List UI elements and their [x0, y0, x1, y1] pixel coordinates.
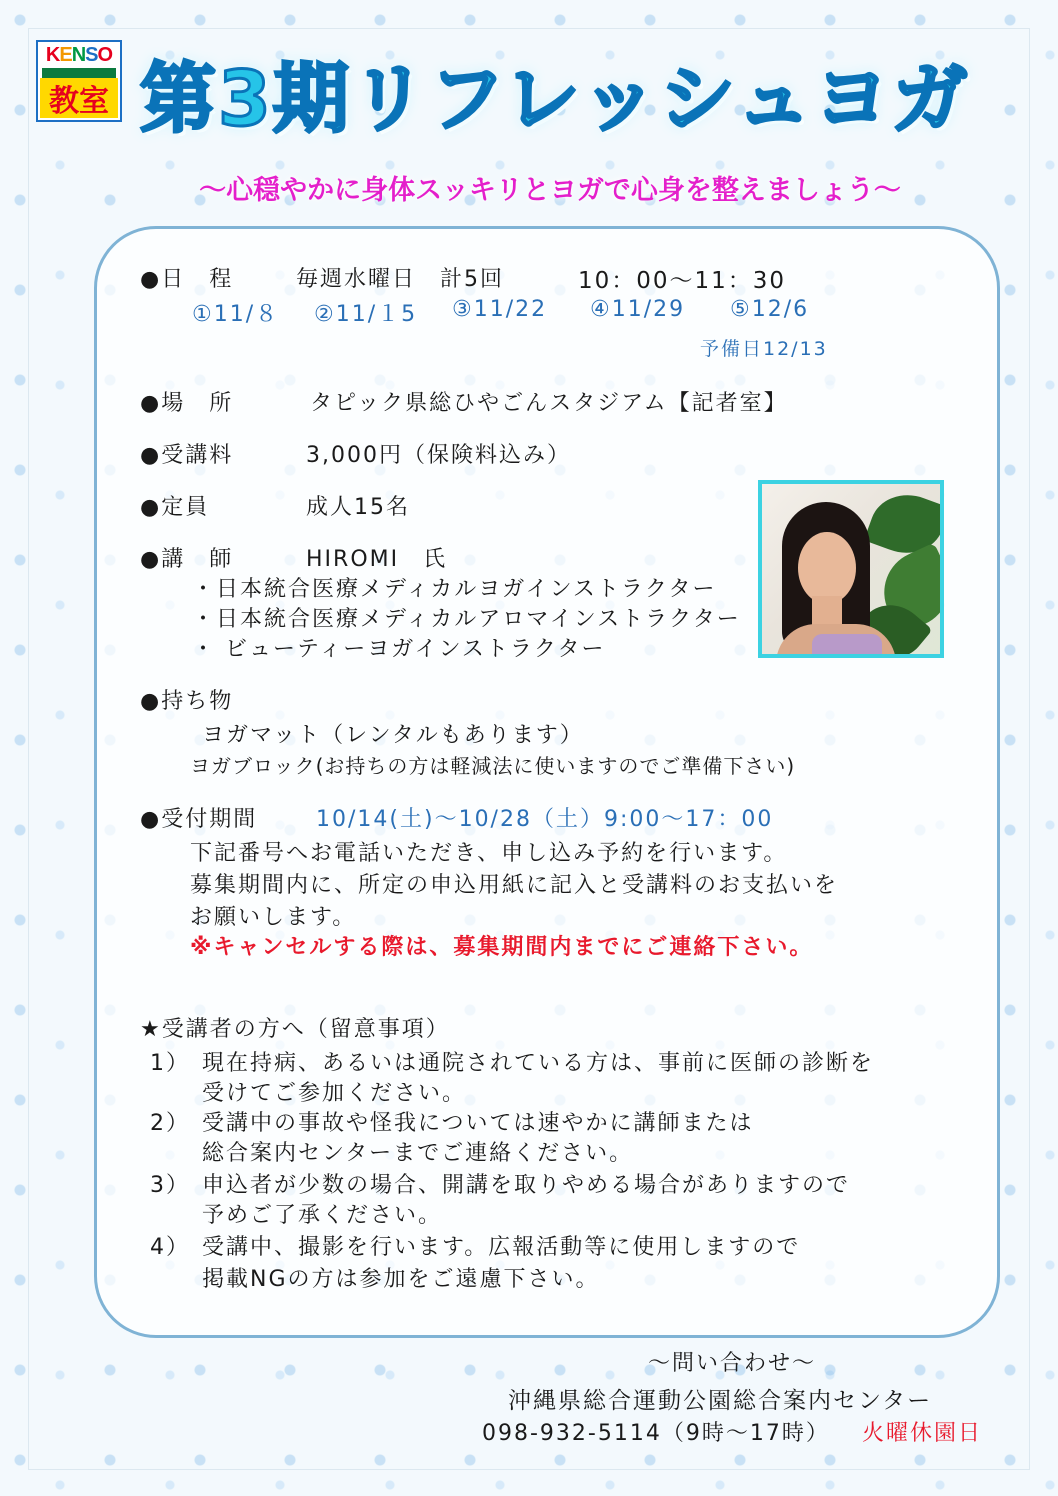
page-title: 第3期リフレッシュヨガ	[140, 54, 970, 143]
capacity-label: ●定員	[140, 495, 210, 520]
page-subtitle: 〜心穏やかに身体スッキリとヨガで心身を整えましょう〜	[199, 175, 901, 206]
reception-line-1: 下記番号へお電話いただき、申し込み予約を行います。	[190, 841, 788, 866]
note-4-line-1: 受講中、撮影を行います。広報活動等に使用しますので	[202, 1235, 801, 1260]
contact-closed-day: 火曜休園日	[862, 1421, 983, 1446]
note-1-line-2: 受けてご参加ください。	[202, 1081, 467, 1106]
schedule-spare-day: 予備日12/13	[700, 338, 828, 360]
capacity-value: 成人15名	[306, 495, 410, 520]
schedule-date-5: ⑤12/6	[730, 297, 810, 322]
contact-phone: 098-932-5114（9時〜17時）	[482, 1421, 830, 1446]
schedule-time: 10：00〜11：30	[578, 268, 787, 294]
contact-organization: 沖縄県総合運動公園総合案内センター	[508, 1388, 933, 1414]
notes-heading: ★受講者の方へ（留意事項）	[140, 1017, 450, 1042]
note-3-line-1: 申込者が少数の場合、開講を取りやめる場合がありますので	[202, 1173, 851, 1198]
place-value: タピック県総ひやごんスタジアム【記者室】	[310, 391, 788, 416]
place-label: ●場 所	[140, 391, 234, 416]
note-2-line-2: 総合案内センターまでご連絡ください。	[202, 1141, 634, 1166]
note-3-number: 3）	[150, 1173, 190, 1198]
schedule-label: ●日 程	[140, 267, 234, 292]
instructor-photo	[758, 480, 944, 658]
belongings-item-1: ヨガマット（レンタルもあります）	[202, 723, 584, 748]
instructor-name: HIROMI 氏	[306, 547, 448, 572]
reception-period: 10/14(土)〜10/28（土）9:00〜17：00	[316, 807, 774, 832]
instructor-credential-1: ・日本統合医療メディカルヨガインストラクター	[192, 577, 717, 602]
schedule-date-1: ①11/８	[192, 302, 280, 327]
note-4-number: 4）	[150, 1235, 190, 1260]
reception-label: ●受付期間	[140, 807, 258, 832]
note-2-line-1: 受講中の事故や怪我については速やかに講師または	[202, 1111, 754, 1136]
fee-value: 3,000円（保険料込み）	[306, 443, 571, 468]
schedule-date-4: ④11/29	[590, 297, 686, 322]
reception-line-2: 募集期間内に、所定の申込用紙に記入と受講料のお支払いを	[190, 873, 839, 898]
note-4-line-2: 掲載NGの方は参加をご遠慮下さい。	[202, 1267, 600, 1292]
note-1-line-1: 現在持病、あるいは通院されている方は、事前に医師の診断を	[202, 1051, 875, 1076]
instructor-credential-3: ・ ビューティーヨガインストラクター	[192, 637, 606, 662]
reception-warning: ※キャンセルする際は、募集期間内までにご連絡下さい。	[190, 935, 814, 960]
belongings-label: ●持ち物	[140, 689, 234, 714]
schedule-date-3: ③11/22	[452, 297, 548, 322]
belongings-item-2: ヨガブロック(お持ちの方は軽減法に使いますのでご準備下さい)	[190, 754, 796, 778]
contact-heading: 〜問い合わせ〜	[648, 1351, 817, 1376]
logo-word: 教室	[40, 78, 118, 118]
kenso-logo	[36, 40, 122, 122]
note-2-number: 2）	[150, 1111, 190, 1136]
fee-label: ●受講料	[140, 443, 234, 468]
reception-line-3: お願いします。	[190, 905, 357, 930]
note-3-line-2: 予めご了承ください。	[202, 1203, 443, 1228]
schedule-date-2: ②11/１5	[314, 302, 418, 327]
logo-brand: K E N S O	[45, 43, 113, 66]
instructor-credential-2: ・日本統合医療メディカルアロマインストラクター	[192, 607, 741, 632]
schedule-value: 毎週水曜日 計5回	[296, 267, 504, 292]
instructor-label: ●講 師	[140, 547, 234, 572]
note-1-number: 1）	[150, 1051, 190, 1076]
